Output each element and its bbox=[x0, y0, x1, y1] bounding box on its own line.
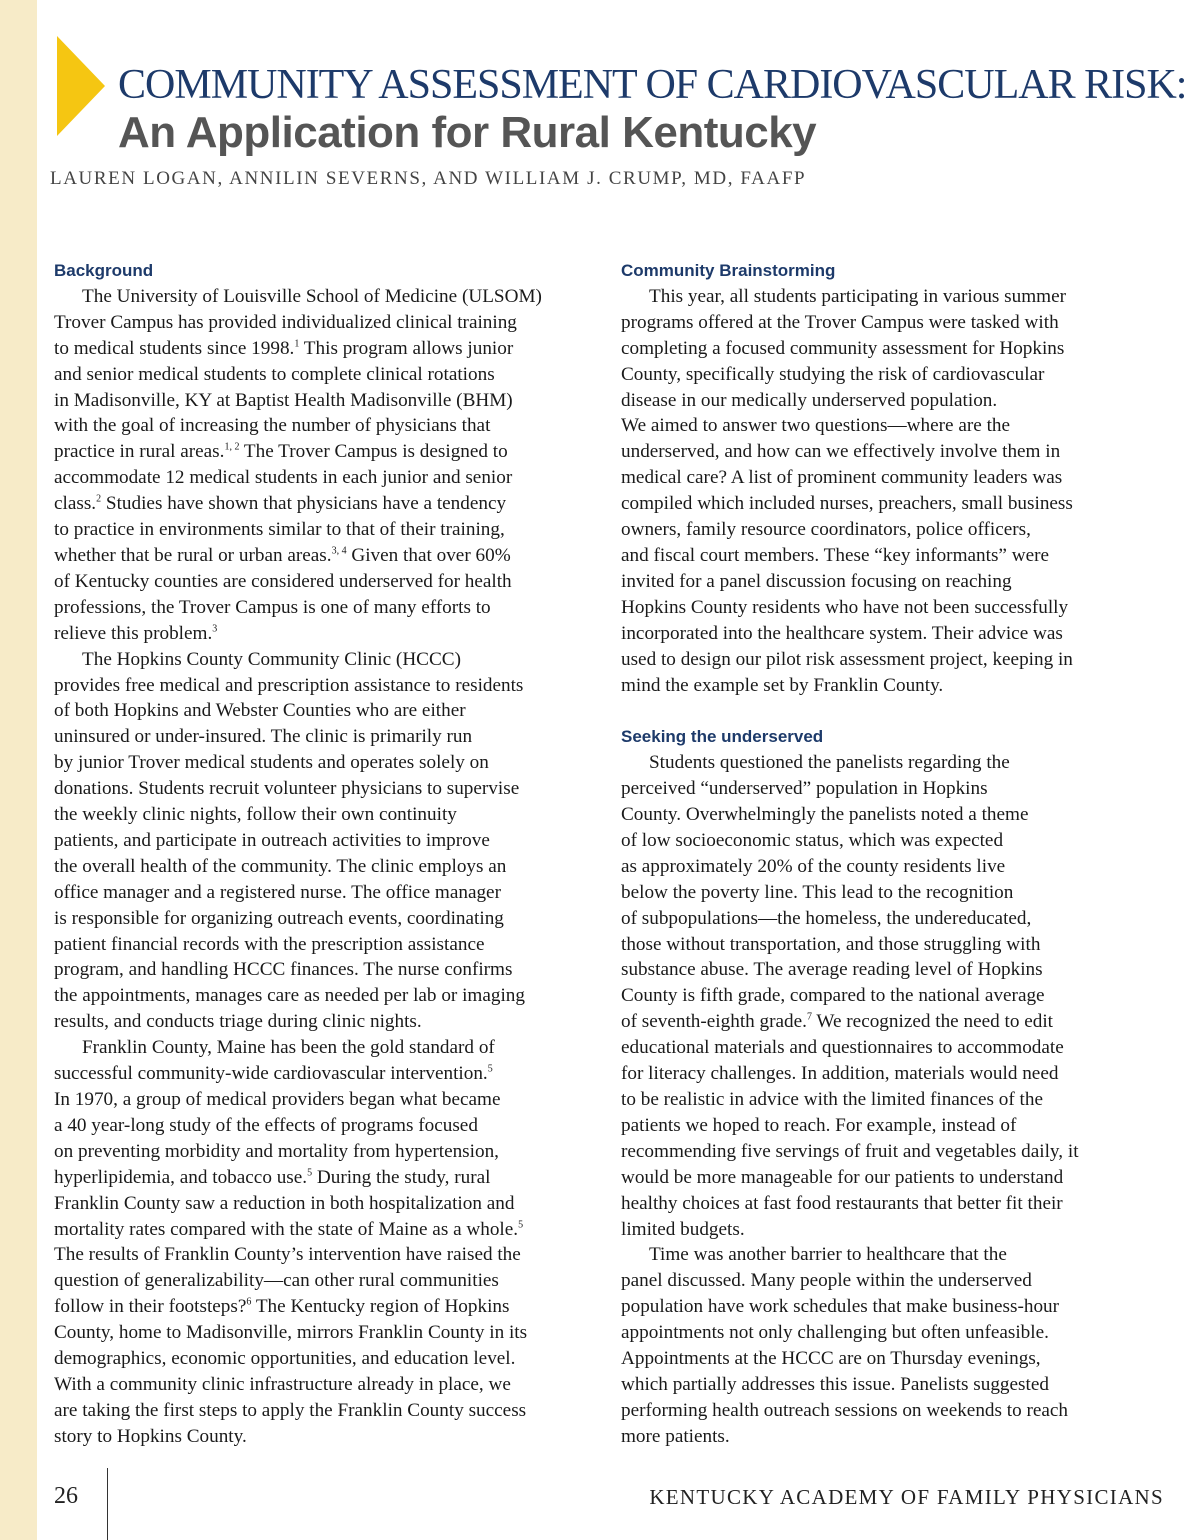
text-line: uninsured or under-insured. The clinic is primarily run bbox=[54, 726, 473, 748]
text-line: County. Overwhelmingly the panelists noted a theme bbox=[621, 804, 1029, 826]
text-line: The Hopkins County Community Clinic (HCCC) bbox=[82, 648, 461, 670]
text-line: used to design our pilot risk assessment project, keeping in bbox=[621, 648, 1073, 670]
text-line: office manager and a registered nurse. The office manager bbox=[54, 881, 501, 903]
text-line: in Madisonville, KY at Baptist Health Madisonville (BHM) bbox=[54, 389, 513, 411]
text-line: Franklin County, Maine has been the gold standard of bbox=[82, 1037, 495, 1059]
text-line: completing a focused community assessment for Hopkins bbox=[621, 337, 1065, 359]
text-line bbox=[54, 1294, 594, 1320]
text-line: patients, and participate in outreach activities to improve bbox=[54, 829, 490, 851]
text-line: incorporated into the healthcare system. Their advice was bbox=[621, 622, 1063, 644]
article-title-line1: COMMUNITY ASSESSMENT OF CARDIOVASCULAR RISK: bbox=[118, 62, 1187, 108]
text-line bbox=[54, 621, 594, 647]
reference-superscript: 7 bbox=[806, 1011, 812, 1023]
text-line: to be realistic in advice with the limited finances of the bbox=[621, 1088, 1043, 1110]
text-line: population have work schedules that make business-hour bbox=[621, 1296, 1060, 1318]
reference-superscript: 5 bbox=[307, 1167, 313, 1179]
paragraph-brainstorming bbox=[621, 284, 1169, 699]
text-line: With a community clinic infrastructure already in place, we bbox=[54, 1373, 511, 1395]
text-line: We aimed to answer two questions—where are the bbox=[621, 415, 1011, 437]
text-line: County, home to Madisonville, mirrors Franklin County in its bbox=[54, 1322, 528, 1344]
text-line: underserved, and how can we effectively involve them in bbox=[621, 441, 1061, 463]
text-line: accommodate 12 medical students in each junior and senior bbox=[54, 467, 513, 489]
article-title-line2: An Application for Rural Kentucky bbox=[118, 108, 817, 157]
text-line: mind the example set by Franklin County. bbox=[621, 674, 944, 696]
text-line: donations. Students recruit volunteer physicians to supervise bbox=[54, 778, 520, 800]
text-line: substance abuse. The average reading level of Hopkins bbox=[621, 959, 1043, 981]
text-fragment: successful community-wide cardiovascular intervention. bbox=[54, 1063, 488, 1085]
text-line: is responsible for organizing outreach events, coordinating bbox=[54, 907, 504, 929]
text-fragment: The Trover Campus is designed to bbox=[239, 441, 508, 463]
text-line: a 40 year-long study of the effects of programs focused bbox=[54, 1114, 478, 1136]
text-line: would be more manageable for our patients to understand bbox=[621, 1166, 1064, 1188]
paragraph-background-1 bbox=[54, 284, 594, 647]
text-line: panel discussed. Many people within the underserved bbox=[621, 1270, 1032, 1292]
text-line: which partially addresses this issue. Panelists suggested bbox=[621, 1373, 1049, 1395]
text-fragment: During the study, rural bbox=[312, 1166, 491, 1188]
article-authors: LAUREN LOGAN, ANNILIN SEVERNS, AND WILLIAM J. CRUMP, MD, FAAFP bbox=[50, 168, 807, 189]
text-line: to practice in environments similar to that of their training, bbox=[54, 519, 505, 541]
text-line: Trover Campus has provided individualized clinical training bbox=[54, 311, 517, 333]
text-line: This year, all students participating in various summer bbox=[649, 285, 1066, 307]
text-line: medical care? A list of prominent community leaders was bbox=[621, 467, 1063, 489]
section-heading-background: Background bbox=[54, 261, 154, 280]
text-line: Appointments at the HCCC are on Thursday evenings, bbox=[621, 1348, 1041, 1370]
text-line: recommending five servings of fruit and vegetables daily, it bbox=[621, 1140, 1079, 1162]
text-line: Time was another barrier to healthcare that the bbox=[649, 1244, 1007, 1266]
text-line: owners, family resource coordinators, police officers, bbox=[621, 519, 1031, 541]
text-line: those without transportation, and those struggling with bbox=[621, 933, 1041, 955]
text-line: the appointments, manages care as needed per lab or imaging bbox=[54, 985, 525, 1007]
footer-divider bbox=[107, 1468, 108, 1540]
text-fragment: Studies have shown that physicians have a tendency bbox=[101, 493, 507, 515]
text-line: patient financial records with the prescription assistance bbox=[54, 933, 485, 955]
text-fragment: of seventh-eighth grade. bbox=[621, 1011, 807, 1033]
reference-superscript: 6 bbox=[246, 1296, 252, 1308]
text-line bbox=[54, 1165, 594, 1191]
text-line: County is fifth grade, compared to the national average bbox=[621, 985, 1045, 1007]
text-line bbox=[54, 1061, 594, 1087]
text-line: of low socioeconomic status, which was expected bbox=[621, 829, 1004, 851]
reference-superscript: 1, 2 bbox=[224, 441, 240, 453]
left-column bbox=[54, 258, 594, 1450]
section-heading-brainstorming: Community Brainstorming bbox=[621, 261, 836, 280]
text-line: program, and handling HCCC finances. The nurse confirms bbox=[54, 959, 513, 981]
text-line: are taking the first steps to apply the Franklin County success bbox=[54, 1399, 527, 1421]
paragraph-underserved-2 bbox=[621, 1242, 1169, 1449]
text-line: for literacy challenges. In addition, materials would need bbox=[621, 1063, 1059, 1085]
text-line: appointments not only challenging but often unfeasible. bbox=[621, 1322, 1049, 1344]
text-fragment: hyperlipidemia, and tobacco use. bbox=[54, 1166, 308, 1188]
text-line: patients we hoped to reach. For example, instead of bbox=[621, 1114, 1017, 1136]
text-line: programs offered at the Trover Campus were tasked with bbox=[621, 311, 1059, 333]
left-margin-bar bbox=[0, 0, 37, 1540]
text-line: on preventing morbidity and mortality from hypertension, bbox=[54, 1140, 499, 1162]
paragraph-underserved-1 bbox=[621, 750, 1169, 1242]
text-line: healthy choices at fast food restaurants that better fit their bbox=[621, 1192, 1063, 1214]
text-line: In 1970, a group of medical providers began what became bbox=[54, 1089, 501, 1110]
text-line: The University of Louisville School of Medicine (ULSOM) bbox=[82, 285, 542, 307]
text-fragment: This program allows junior bbox=[299, 337, 514, 359]
publication-name: KENTUCKY ACADEMY OF FAMILY PHYSICIANS bbox=[649, 1485, 1164, 1509]
page-number: 26 bbox=[54, 1483, 78, 1509]
reference-superscript: 3, 4 bbox=[331, 545, 347, 557]
text-line: demographics, economic opportunities, and education level. bbox=[54, 1348, 516, 1370]
reference-superscript: 3 bbox=[212, 623, 218, 635]
text-line: Franklin County saw a reduction in both hospitalization and bbox=[54, 1192, 515, 1214]
text-line: County, specifically studying the risk of cardiovascular bbox=[621, 363, 1045, 385]
text-line: Students questioned the panelists regarding the bbox=[649, 752, 1010, 774]
text-line: of Kentucky counties are considered underserved for health bbox=[54, 570, 512, 592]
reference-superscript: 2 bbox=[96, 493, 102, 505]
text-line: and fiscal court members. These “key informants” were bbox=[621, 544, 1049, 566]
text-line: by junior Trover medical students and operates solely on bbox=[54, 752, 489, 774]
text-line: of subpopulations—the homeless, the undereducated, bbox=[621, 907, 1032, 929]
reference-superscript: 1 bbox=[294, 338, 300, 350]
text-fragment: mortality rates compared with the state of Maine as a whole. bbox=[54, 1218, 519, 1240]
text-line: performing health outreach sessions on weekends to reach bbox=[621, 1399, 1069, 1421]
text-fragment: relieve this problem. bbox=[54, 622, 213, 644]
text-line bbox=[54, 491, 594, 517]
text-fragment: The Kentucky region of Hopkins bbox=[251, 1296, 510, 1318]
text-line: question of generalizability—can other rural communities bbox=[54, 1270, 499, 1292]
text-line: invited for a panel discussion focusing on reaching bbox=[621, 570, 1012, 592]
text-line: limited budgets. bbox=[621, 1218, 745, 1240]
text-line: more patients. bbox=[621, 1425, 730, 1447]
paragraph-background-3 bbox=[54, 1035, 594, 1450]
text-line: as approximately 20% of the county residents live bbox=[621, 855, 1006, 877]
text-fragment: class. bbox=[54, 493, 97, 515]
text-line: compiled which included nurses, preachers, small business bbox=[621, 493, 1073, 515]
text-fragment: practice in rural areas. bbox=[54, 441, 225, 463]
text-line: provides free medical and prescription assistance to residents bbox=[54, 674, 524, 696]
text-line: the overall health of the community. The clinic employs an bbox=[54, 855, 507, 877]
text-line: story to Hopkins County. bbox=[54, 1425, 247, 1447]
text-line bbox=[54, 543, 594, 569]
text-line bbox=[621, 1009, 1169, 1035]
text-line: perceived “underserved” population in Hopkins bbox=[621, 778, 988, 800]
reference-superscript: 5 bbox=[518, 1219, 524, 1231]
text-line: educational materials and questionnaires to accommodate bbox=[621, 1037, 1064, 1059]
text-line: results, and conducts triage during clinic nights. bbox=[54, 1011, 422, 1033]
text-line bbox=[54, 1217, 594, 1243]
text-fragment: follow in their footsteps? bbox=[54, 1296, 247, 1318]
text-line: The results of Franklin County’s intervention have raised the bbox=[54, 1244, 521, 1266]
paragraph-gap bbox=[621, 698, 1169, 724]
paragraph-background-2 bbox=[54, 647, 594, 1036]
text-fragment: to medical students since 1998. bbox=[54, 337, 295, 359]
text-line: Hopkins County residents who have not been successfully bbox=[621, 596, 1069, 618]
section-heading-underserved: Seeking the underserved bbox=[621, 727, 824, 747]
right-column bbox=[621, 258, 1169, 1450]
text-line: the weekly clinic nights, follow their own continuity bbox=[54, 804, 457, 826]
text-fragment: Given that over 60% bbox=[346, 544, 511, 566]
chevron-arrow-icon bbox=[57, 36, 105, 136]
text-line: of both Hopkins and Webster Counties who are either bbox=[54, 700, 466, 722]
reference-superscript: 5 bbox=[487, 1063, 493, 1075]
text-line: with the goal of increasing the number of physicians that bbox=[54, 415, 491, 437]
text-line: below the poverty line. This lead to the recognition bbox=[621, 881, 1014, 903]
text-line: and senior medical students to complete clinical rotations bbox=[54, 363, 495, 385]
text-fragment: We recognized the need to edit bbox=[811, 1011, 1053, 1033]
text-line: disease in our medically underserved population. bbox=[621, 389, 998, 411]
text-fragment: whether that be rural or urban areas. bbox=[54, 544, 332, 566]
text-line: professions, the Trover Campus is one of many efforts to bbox=[54, 596, 491, 618]
text-line bbox=[54, 336, 594, 362]
text-line bbox=[54, 439, 594, 465]
